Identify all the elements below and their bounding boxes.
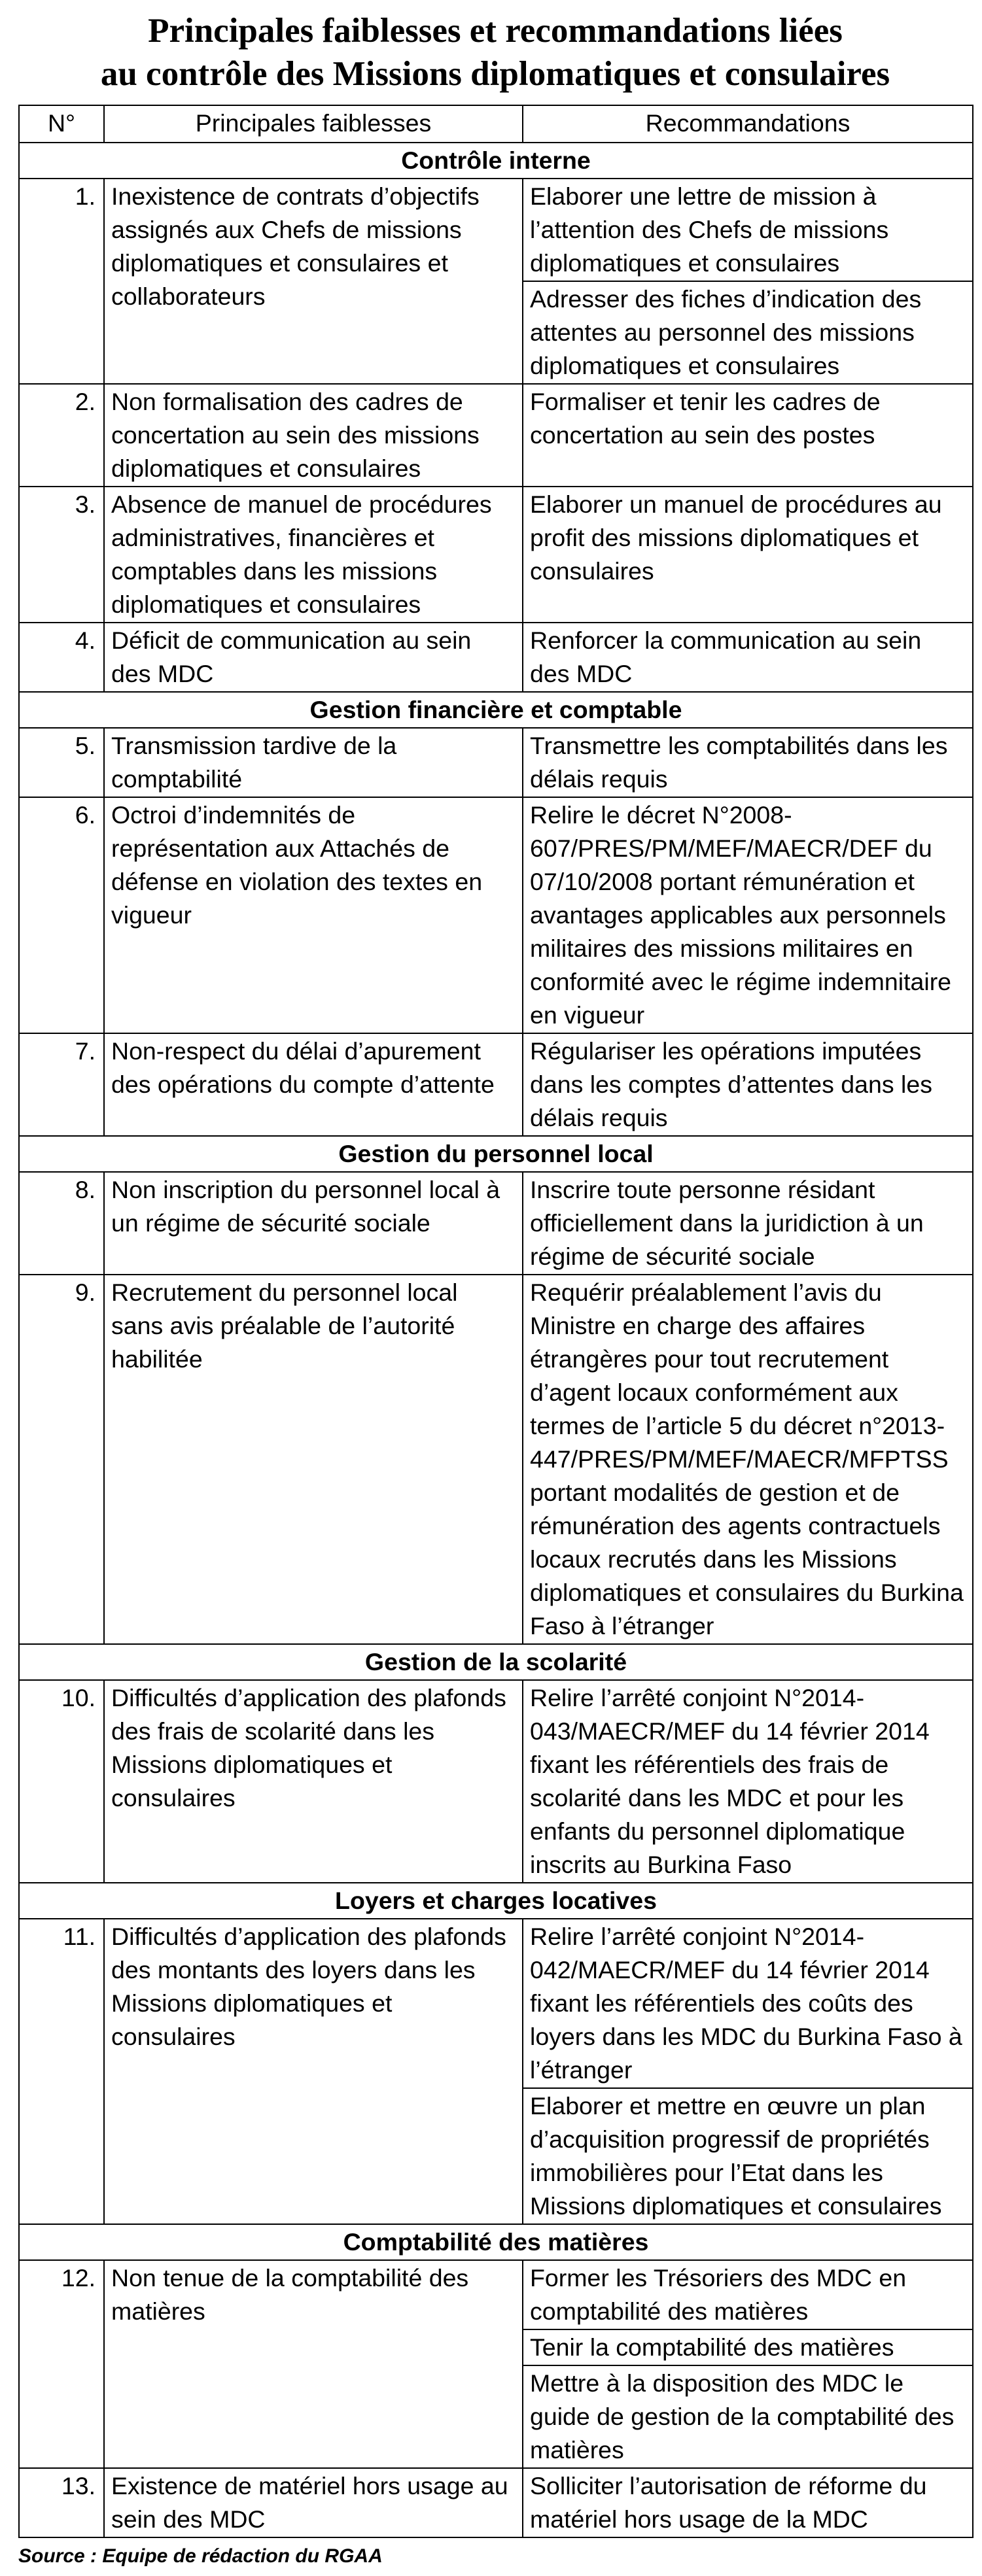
header-weaknesses: Principales faiblesses [104, 105, 523, 143]
table-row [19, 2260, 973, 2329]
table-row [19, 1680, 973, 1883]
table-row [19, 487, 973, 623]
table-row [19, 623, 973, 692]
table-row [19, 1275, 973, 1644]
section-row [19, 143, 973, 179]
row-number: 11. [19, 1919, 104, 2224]
section-row [19, 2224, 973, 2260]
document-title [18, 9, 972, 95]
weakness-cell: Absence de manuel de procédures administratives, financières et comptables dans les missions diplomatiques et consulaires [104, 487, 523, 623]
document-page [18, 9, 972, 2571]
recommendation-cell: Transmettre les comptabilités dans les délais requis [523, 728, 973, 797]
row-number: 9. [19, 1275, 104, 1644]
recommendation-cell: Former les Trésoriers des MDC en comptabilité des matières [523, 2260, 973, 2329]
weakness-cell: Inexistence de contrats d’objectifs assignés aux Chefs de missions diplomatiques et consulaires et collaborateurs [104, 179, 523, 384]
row-number: 3. [19, 487, 104, 623]
title-line-1: Principales faiblesses et recommandations liées [148, 12, 843, 50]
recommendation-cell: Relire l’arrêté conjoint N°2014-042/MAECR/MEF du 14 février 2014 fixant les référentiels des coûts des loyers dans les MDC du Burkina Faso à l’étranger [523, 1919, 973, 2088]
weakness-cell: Existence de matériel hors usage au sein des MDC [104, 2468, 523, 2537]
section-title: Comptabilité des matières [19, 2224, 973, 2260]
recommendation-cell: Inscrire toute personne résidant officiellement dans la juridiction à un régime de sécurité sociale [523, 1172, 973, 1275]
row-number: 10. [19, 1680, 104, 1883]
section-title: Contrôle interne [19, 143, 973, 179]
weakness-cell: Recrutement du personnel local sans avis préalable de l’autorité habilitée [104, 1275, 523, 1644]
row-number: 1. [19, 179, 104, 384]
recommendation-cell: Formaliser et tenir les cadres de concertation au sein des postes [523, 384, 973, 487]
row-number: 8. [19, 1172, 104, 1275]
table-row [19, 179, 973, 281]
section-title: Gestion financière et comptable [19, 692, 973, 728]
row-number: 4. [19, 623, 104, 692]
recommendation-cell: Elaborer une lettre de mission à l’attention des Chefs de missions diplomatiques et consulaires [523, 179, 973, 281]
recommendation-cell: Renforcer la communication au sein des MDC [523, 623, 973, 692]
title-line-2: au contrôle des Missions diplomatiques et consulaires [100, 55, 890, 93]
table-body [19, 143, 973, 2537]
header-num: N° [19, 105, 104, 143]
section-row [19, 692, 973, 728]
weakness-cell: Non tenue de la comptabilité des matières [104, 2260, 523, 2468]
header-recommendations: Recommandations [523, 105, 973, 143]
section-title: Loyers et charges locatives [19, 1883, 973, 1919]
recommendation-cell: Adresser des fiches d’indication des attentes au personnel des missions diplomatiques et consulaires [523, 281, 973, 384]
weaknesses-recommendations-table [18, 105, 973, 2538]
recommendation-cell: Relire l’arrêté conjoint N°2014-043/MAECR/MEF du 14 février 2014 fixant les référentiels des frais de scolarité dans les MDC et pour les enfants du personnel diplomatique inscrits au Burkina Faso [523, 1680, 973, 1883]
table-row [19, 2468, 973, 2537]
recommendation-cell: Solliciter l’autorisation de réforme du matériel hors usage de la MDC [523, 2468, 973, 2537]
row-number: 12. [19, 2260, 104, 2468]
table-row [19, 1919, 973, 2088]
weakness-cell: Non inscription du personnel local à un régime de sécurité sociale [104, 1172, 523, 1275]
weakness-cell: Non-respect du délai d’apurement des opérations du compte d’attente [104, 1033, 523, 1136]
row-number: 13. [19, 2468, 104, 2537]
section-row [19, 1883, 973, 1919]
section-row [19, 1644, 973, 1680]
table-row [19, 1172, 973, 1275]
recommendation-cell: Elaborer et mettre en œuvre un plan d’acquisition progressif de propriétés immobilières pour l’Etat dans les Missions diplomatiques et consulaires [523, 2088, 973, 2224]
recommendation-cell: Requérir préalablement l’avis du Ministre en charge des affaires étrangères pour tout recrutement d’agent locaux conformément aux termes de l’article 5 du décret n°2013-447/PRES/PM/MEF/MAECR/MFPTSS portant modalités de gestion et de rémunération des agents contractuels locaux recrutés dans les Missions diplomatiques et consulaires du Burkina Faso à l’étranger [523, 1275, 973, 1644]
section-title: Gestion de la scolarité [19, 1644, 973, 1680]
section-title: Gestion du personnel local [19, 1136, 973, 1172]
recommendation-cell: Régulariser les opérations imputées dans les comptes d’attentes dans les délais requis [523, 1033, 973, 1136]
row-number: 6. [19, 797, 104, 1033]
row-number: 7. [19, 1033, 104, 1136]
table-row [19, 1033, 973, 1136]
table-row [19, 384, 973, 487]
weakness-cell: Transmission tardive de la comptabilité [104, 728, 523, 797]
table-row [19, 728, 973, 797]
weakness-cell: Difficultés d’application des plafonds des montants des loyers dans les Missions diplomatiques et consulaires [104, 1919, 523, 2224]
row-number: 2. [19, 384, 104, 487]
table-row [19, 797, 973, 1033]
row-number: 5. [19, 728, 104, 797]
weakness-cell: Difficultés d’application des plafonds des frais de scolarité dans les Missions diplomatiques et consulaires [104, 1680, 523, 1883]
recommendation-cell: Elaborer un manuel de procédures au profit des missions diplomatiques et consulaires [523, 487, 973, 623]
recommendation-cell: Tenir la comptabilité des matières [523, 2329, 973, 2365]
section-row [19, 1136, 973, 1172]
recommendation-cell: Mettre à la disposition des MDC le guide de gestion de la comptabilité des matières [523, 2365, 973, 2468]
source-note: Source : Equipe de rédaction du RGAA [18, 2545, 383, 2567]
weakness-cell: Non formalisation des cadres de concertation au sein des missions diplomatiques et consulaires [104, 384, 523, 487]
weakness-cell: Déficit de communication au sein des MDC [104, 623, 523, 692]
table-header-row [19, 105, 973, 143]
recommendation-cell: Relire le décret N°2008-607/PRES/PM/MEF/MAECR/DEF du 07/10/2008 portant rémunération et avantages applicables aux personnels militaires des missions militaires en conformité avec le régime indemnitaire en vigueur [523, 797, 973, 1033]
weakness-cell: Octroi d’indemnités de représentation aux Attachés de défense en violation des textes en vigueur [104, 797, 523, 1033]
